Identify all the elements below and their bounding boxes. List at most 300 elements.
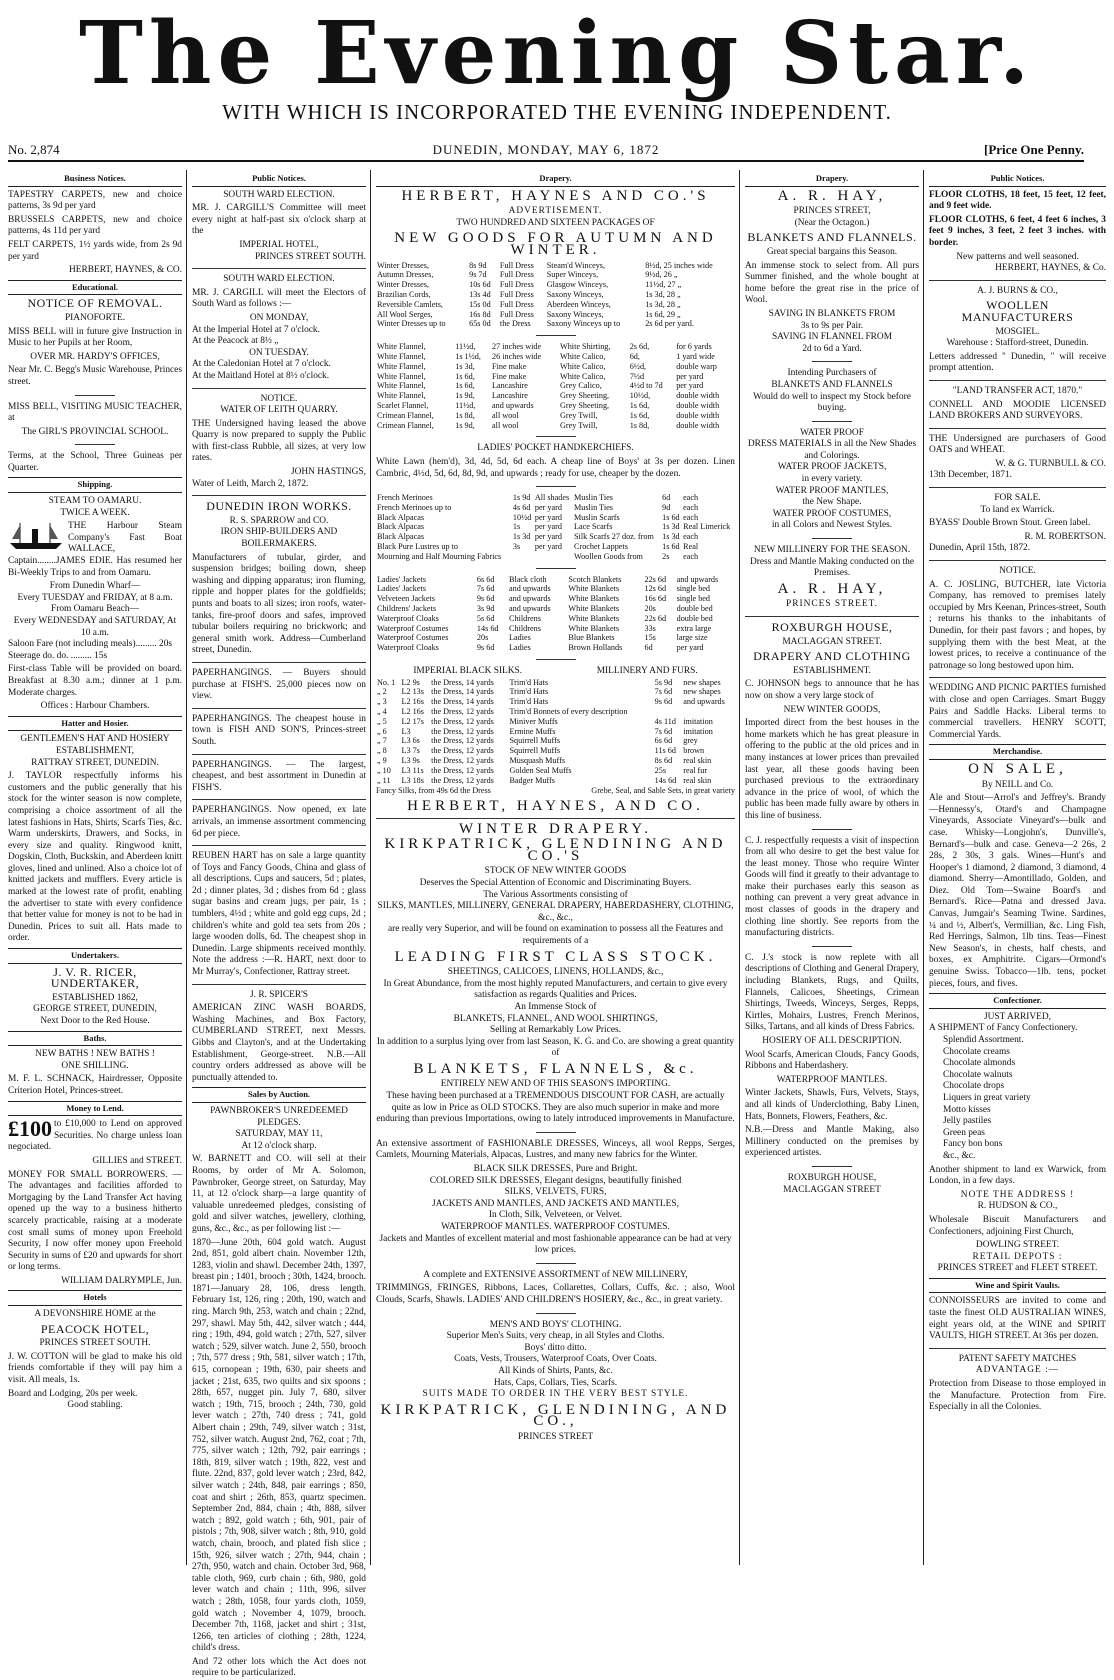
- table-cell: Lace Scarfs: [574, 522, 613, 532]
- ad-headline: HERBERT, HAYNES, AND CO.: [407, 798, 704, 814]
- separator: [812, 421, 852, 422]
- table-cell: 1s 3d: [662, 522, 680, 532]
- separator: [812, 538, 852, 539]
- table-cell: White Calico,: [559, 371, 606, 381]
- list-item: Chocolate almonds: [943, 1058, 1016, 1069]
- separator: [929, 380, 1106, 381]
- ad-text: Saloon Fare (not including meals)......... 20s: [8, 639, 173, 650]
- table-row: [376, 766, 735, 776]
- ad-text: Grebe, Seal, and Sable Sets, in great variety: [591, 786, 735, 796]
- table-cell: 1s 1½d,: [455, 351, 481, 361]
- table-cell: imitation: [683, 726, 713, 736]
- section-heading: Hatter and Hosier.: [8, 716, 182, 732]
- table-cell: 4s 11d: [654, 716, 676, 726]
- table-cell: Fine make: [492, 361, 527, 371]
- ad-subheadline: A SHIPMENT of Fancy Confectionery.: [929, 1023, 1078, 1034]
- table-cell: L3: [401, 726, 411, 736]
- table-cell: 2s 6d,: [629, 342, 650, 352]
- money-amount: £100: [8, 1116, 52, 1142]
- ad-signature: HERBERT, HAYNES, & Co.: [995, 263, 1106, 274]
- table-cell: 16s 8d: [469, 309, 491, 319]
- ad-subheadline: LADIES' POCKET HANDKERCHIEFS.: [477, 443, 634, 454]
- list-item: &c., &c.: [943, 1150, 976, 1161]
- table-cell: White Flannel,: [377, 342, 426, 352]
- table-cell: the Dress, 14 yards: [431, 687, 494, 697]
- table-cell: real skin: [683, 756, 712, 766]
- table-cell: Squirrell Muffs: [509, 746, 561, 756]
- table-cell: White Blankets: [568, 594, 620, 604]
- table-row: [376, 575, 735, 585]
- table-cell: double bed: [676, 604, 713, 614]
- ad-headline: FOR SALE.: [994, 493, 1041, 504]
- ad-text: Every TUESDAY and FRIDAY, at 8 a.m.: [17, 592, 173, 603]
- table-row: [376, 372, 735, 382]
- table-cell: White Blankets: [568, 623, 620, 633]
- ad-text: Intending Purchasers of: [787, 368, 877, 379]
- ad-text: FLOOR CLOTHS, 6 feet, 4 feet 6 inches, 3 feet 9 inches, 3 feet, 2 feet 3 inches. with border.: [929, 214, 1106, 248]
- list-item: Green peas: [943, 1127, 985, 1138]
- table-cell: Real: [683, 542, 699, 552]
- table-cell: „ 9: [377, 756, 387, 766]
- ad-headline: A. R. HAY,: [777, 580, 887, 597]
- table-cell: new shapes: [683, 677, 721, 687]
- table-cell: [534, 552, 573, 562]
- ad-text: in all Colors and Newest Styles.: [771, 520, 893, 531]
- ad-subheadline: WATER PROOF COSTUMES,: [772, 508, 892, 519]
- table-cell: 1s 3d: [662, 532, 680, 542]
- table-cell: new shapes: [683, 687, 721, 697]
- table-cell: 10½d: [512, 512, 532, 522]
- table-cell: 20s: [644, 604, 656, 614]
- table-row: [376, 280, 735, 290]
- ad-text: Fancy Silks, from 49s 6d the Dress: [376, 786, 491, 796]
- table-cell: 1s: [512, 522, 521, 532]
- table-cell: 20s: [476, 633, 489, 643]
- table-cell: Steam'd Winceys,: [546, 260, 606, 270]
- table-cell: All Wool Serges,: [377, 309, 433, 319]
- table-cell: the Dress, 12 yards: [431, 716, 494, 726]
- ad-headline: ON SALE,: [968, 760, 1067, 777]
- table-cell: 8s 6d: [654, 756, 673, 766]
- ad-headline: J. V. R. RICER, UNDERTAKER,: [50, 964, 140, 991]
- table-cell: 13s 4d: [469, 289, 491, 299]
- ad-text: MR. J. CARGILL'S Committee will meet every night at half-past six o'clock sharp at the: [192, 203, 366, 237]
- ad-text: TRIMMINGS, FRINGES, Ribbons, Laces, Collarettes, Collars, Cuffs, &c. ; also, Wool Clouds, Scarfs, Shawls. LADIES' AND CHILDREN'S HOSIERY, &c., &c., in great variety.: [376, 1283, 735, 1305]
- table-cell: Full Dress: [499, 270, 534, 280]
- ad-text: Letters addressed " Dunedin, " will receive prompt attention.: [929, 351, 1106, 374]
- table-row: [376, 532, 735, 542]
- table-row: [376, 717, 735, 727]
- table-row: [376, 736, 735, 746]
- table-footer: [376, 785, 735, 797]
- table-cell: the Dress, 12 yards: [431, 765, 494, 775]
- ad-text: At the Imperial Hotel at 7 o'clock.: [192, 324, 320, 335]
- table-cell: 9s 6d: [476, 643, 495, 653]
- ad-text: 2d to 6d a Yard.: [802, 343, 862, 354]
- ad-headline: STEAM TO OAMARU.: [48, 496, 142, 507]
- table-cell: large size: [676, 633, 708, 643]
- table-cell: 1s 3d,: [455, 361, 475, 371]
- table-cell: L3 18s: [401, 775, 424, 785]
- ad-subheadline: BLANKETS, FLANNEL, AND WOOL SHIRTINGS,: [453, 1013, 658, 1024]
- newspaper-subtitle: WITH WHICH IS INCORPORATED THE EVENING INDEPENDENT.: [222, 100, 892, 124]
- ad-text: 13th December, 1871.: [929, 470, 1012, 481]
- ad-text: Manufacturers of tubular, girder, and suspension bridges; boiling down, sheep washing and dipping apparatus; iron fluming, ripple and hopper plates for the goldfields; punts and boats to all sizes; iron roofs, water-tanks, fire-proof doors and safes, improved tubular boilers requiring no brickwork; and general smith work. Address—Cumberland street, Dunedin.: [192, 552, 366, 656]
- column-rule: [186, 170, 187, 1565]
- table-cell: Waterproof Costumes: [377, 623, 449, 633]
- table-cell: per yard: [534, 512, 562, 522]
- ad-headline: NOTICE OF REMOVAL.: [27, 296, 163, 311]
- ad-subheadline: OVER MR. HARDY'S OFFICES,: [30, 351, 160, 362]
- ad-text: IRON SHIP-BUILDERS AND BOILERMAKERS.: [220, 527, 338, 550]
- table-cell: Full Dress: [499, 260, 534, 270]
- ad-headline: LEADING FIRST CLASS STOCK.: [394, 948, 717, 965]
- table-cell: 2s: [662, 551, 670, 561]
- ad-text: Ale and Stout—Arrol's and Jeffrey's. Brandy—Hennessy's, Otard's and Champagne Vineyards, Associate Vineyard's—bulk and case. Whisky—Longjohn's, Dunville's, Bernard's—bulk and case. Geneva—2 26s, 2 28s, 2 30s, 3 gals. Wines—Hunt's and Hooper's 1 diamond, 2 diamond, 3 diamond, 4 diamond. Sherry—Amontillado, Golden, and Diez. Old Tom—Swaine Board's and Bernard's. Rice—Patna and dressed Java. Canvas, Jumgair's Seaming Twine. Sardines, ¼ and ½, Albert's, Vermillian, &c. Ling Fish, Red Herrings, Salmon, 1lb tins. Teas—Finest New Season's, in chests, half chests, and boxes, ex Amphitrite. Cigars—Ormond's genuine Swiss. Tobacco—1lb. tens, pocket pieces, fours, and fives.: [929, 793, 1106, 989]
- table-cell: 9s 6d: [476, 594, 495, 604]
- separator: [929, 560, 1106, 561]
- table-cell: 12s 6d: [644, 584, 667, 594]
- dateline-bar: [8, 140, 1084, 162]
- table-cell: per yard: [534, 502, 562, 512]
- ad-text: COLORED SILK DRESSES, Elegant designs, beautifully finished: [429, 1175, 682, 1186]
- ad-text: TWO HUNDRED AND SIXTEEN PACKAGES OF: [456, 217, 655, 228]
- ad-text: White Lawn (hem'd), 3d, 4d, 5d, 6d each. A cheap line of Boys' at 3s per dozen. Linen Cambric, 4½d, 5d, 6d, 8d, 9d, and upwards ; ready for use, cheaper by the dozen.: [376, 456, 735, 479]
- ad-text: N.B.—Dress and Mantle Making, also Millinery conducted on the premises by experienced artistes.: [745, 1125, 919, 1159]
- table-cell: L2 16s: [401, 697, 424, 707]
- table-cell: L3 9s: [401, 756, 420, 766]
- ad-text: Water of Leith, March 2, 1872.: [192, 478, 309, 489]
- separator: [745, 616, 919, 617]
- table-cell: Trim'd Bonnets of every description: [509, 707, 628, 717]
- ad-text: New patterns and well seasoned.: [956, 251, 1079, 262]
- section-heading: Money to Lend.: [8, 1101, 182, 1117]
- ad-text: REUBEN HART has on sale a large quantity of Toys and Fancy Goods, China and glass of all descriptions. Cups and saucers, 5d ; plates, 2d ; dinner plates, 3d ; dishes from 6d ; glass sugar basins and cream jugs, per pair, 1s ; tumblers, 4½d ; white and gold egg cups, 2d ; children's white and gold tea sets from 20s ; large wooden dolls, 6d. The cheapest shop in Dunedin. Large shipments received monthly. Note the address :—R. HART, next door to Mr Murray's, Confectioner, Rattray street.: [192, 851, 366, 978]
- separator: [536, 1132, 576, 1133]
- ad-text: SUITS MADE TO ORDER IN THE VERY BEST STYLE.: [422, 1389, 689, 1400]
- table-cell: Childrens' Jackets: [377, 604, 437, 614]
- separator: [812, 829, 852, 830]
- ad-text: JACKETS AND MANTLES, AND JACKETS AND MANTLES,: [432, 1198, 679, 1209]
- table-cell: 6s 6d: [476, 574, 495, 584]
- table-cell: 27 inches wide: [492, 342, 542, 352]
- table-cell: 9½d, 26 „: [645, 270, 678, 280]
- table-row: [376, 270, 735, 280]
- table-cell: White Calico,: [559, 361, 606, 371]
- ad-headline: NEW GOODS FOR AUTUMN AND WINTER.: [394, 230, 717, 258]
- ad-text: MONEY FOR SMALL BORROWERS. —The advantages and facilities afforded to Mortgaging by the Land Transfer Act having opened up the way to a business hitherto scarcely practicable, raising at a moderate cost small sums of money upon Freehold Security, I now offer money upon Freehold Security in sums of £20 and upwards for short or long terms.: [8, 1169, 182, 1273]
- ad-text: BRUSSELS CARPETS, new and choice patterns, 4s 11d per yard: [8, 214, 182, 237]
- ad-headline: BLANKETS, FLANNELS, &c.: [413, 1060, 698, 1077]
- price-table: [376, 493, 735, 562]
- ad-text: Boys' ditto ditto.: [524, 1342, 587, 1353]
- column-5: [925, 170, 1110, 1565]
- table-cell: Badger Muffs: [509, 775, 555, 785]
- separator: [192, 662, 366, 663]
- table-cell: the Dress, 12 yards: [431, 775, 494, 785]
- ad-text: PAPERHANGINGS. Now opened, ex late arrivals, an immense assortment commencing 6d per piece.: [192, 805, 366, 839]
- ad-headline: "LAND TRANSFER ACT, 1870.": [952, 385, 1083, 396]
- table-row: [376, 513, 735, 523]
- table-cell: French Merinoes up to: [377, 502, 452, 512]
- table-cell: 3s 9d: [476, 604, 495, 614]
- table-cell: Grey Sheeting,: [559, 391, 610, 401]
- ad-subheadline: WATER PROOF MANTLES,: [775, 485, 889, 496]
- issue-number: No. 2,874: [8, 142, 60, 157]
- ad-headline: KIRKPATRICK, GLENDINING AND CO.'S: [384, 836, 727, 864]
- table-cell: 1s 8d,: [455, 410, 475, 420]
- table-cell: 6d: [662, 493, 671, 503]
- table-row: [376, 522, 735, 532]
- ad-text: C. JOHNSON begs to announce that he has now on show a very large stock of: [745, 679, 919, 701]
- table-cell: for 6 yards: [676, 342, 712, 352]
- ad-text: ADVANTAGE :—: [975, 1365, 1060, 1376]
- separator: [929, 487, 1106, 488]
- table-cell: 1s 9d,: [455, 420, 475, 430]
- table-cell: 16s 6d: [644, 594, 667, 604]
- ad-subheadline: ONE SHILLING.: [61, 1060, 129, 1071]
- table-cell: [512, 552, 534, 562]
- ad-subheadline: BLANKETS AND FLANNELS: [771, 379, 893, 390]
- ad-subheadline: MEN'S AND BOYS' CLOTHING.: [489, 1319, 622, 1330]
- table-cell: Velveteen Jackets: [377, 594, 435, 604]
- ad-subheadline: MACLAGGAN STREET: [783, 1184, 881, 1195]
- table-cell: Waterproof Cloaks: [377, 613, 439, 623]
- table-cell: 4s 6d: [512, 502, 531, 512]
- ad-text: First-class Table will be provided on board. Breakfast at 8.30 a.m.; dinner at 1 p.m. Moderate charges.: [8, 664, 182, 698]
- ad-text: TAPESTRY CARPETS, new and choice patterns, 3s 9d per yard: [8, 189, 182, 212]
- ad-subheadline: WATER OF LEITH QUARRY.: [220, 405, 338, 416]
- ad-subheadline: SATURDAY, MAY 11,: [235, 1129, 323, 1140]
- ad-text: Near Mr. C. Begg's Music Warehouse, Princes street.: [8, 365, 182, 387]
- ad-text: MR. J. CARGILL will meet the Electors of South Ward as follows :—: [192, 287, 366, 310]
- table-cell: Waterproof Cloaks: [377, 643, 439, 653]
- separator: [812, 1166, 852, 1167]
- table-cell: Grey Twill,: [559, 420, 598, 430]
- table-cell: Miniver Muffs: [509, 716, 558, 726]
- table-cell: double width: [676, 391, 720, 401]
- table-cell: 7s 6d: [654, 726, 673, 736]
- table-cell: Saxony Winceys,: [546, 289, 604, 299]
- section-heading: Shipping.: [8, 477, 182, 493]
- table-cell: 33s: [644, 623, 656, 633]
- ad-text: M. F. L. SCHNACK, Hairdresser, Opposite Criterion Hotel, Princes-street.: [8, 1074, 182, 1096]
- table-cell: 5s 6d: [476, 613, 495, 623]
- ad-headline: SOUTH WARD ELECTION.: [223, 189, 335, 200]
- ad-headline: KIRKPATRICK, GLENDINING, AND CO.,: [380, 1401, 731, 1430]
- ad-subheadline: NEW MILLINERY FOR THE SEASON.: [753, 545, 911, 556]
- table-cell: Crochet Lappets: [574, 542, 628, 552]
- list-item: Chocolate creams: [943, 1046, 1010, 1057]
- table-cell: Glasgow Winceys,: [546, 280, 609, 290]
- table-row: [376, 493, 735, 503]
- table-cell: Full Dress: [499, 309, 534, 319]
- table-cell: „ 3: [377, 697, 387, 707]
- table-cell: 1s 6d,: [629, 400, 650, 410]
- table-cell: 7s 6d: [476, 584, 495, 594]
- table-cell: Black Alpacas: [377, 522, 425, 532]
- table-cell: 8½d, 25 inches wide: [645, 260, 713, 270]
- ad-text: PAPERHANGINGS. — The largest, cheapest, and best assortment in Dunedin at FISH'S.: [192, 759, 366, 793]
- ad-subheadline: By NEILL and Co.: [981, 779, 1054, 790]
- table-cell: Grey Sheeting,: [559, 400, 610, 410]
- table-cell: 25s: [654, 765, 667, 775]
- table-row: [376, 678, 735, 688]
- table-cell: each: [683, 551, 699, 561]
- section-heading: Drapery.: [745, 173, 919, 187]
- ad-text: Offices : Harbour Chambers.: [40, 701, 150, 712]
- table-cell: L2 9s: [401, 677, 420, 687]
- ad-headline: DUNEDIN IRON WORKS.: [206, 499, 352, 514]
- ad-subheadline: WATER PROOF: [800, 427, 864, 438]
- table-cell: 22s 6d: [644, 613, 667, 623]
- table-cell: real skin: [683, 775, 712, 785]
- section-heading: Business Notices.: [8, 173, 182, 187]
- ad-text: WATERPROOF MANTLES. WATERPROOF COSTUMES.: [441, 1222, 670, 1232]
- table-cell: „ 7: [377, 736, 387, 746]
- table-cell: Winter Dresses up to: [377, 319, 446, 329]
- table-cell: Crimean Flannel,: [377, 420, 434, 430]
- ad-text: Imported direct from the best houses in the home markets which he has great pleasure in offering to the public at the old prices and in many instances at lower prices than prevailed last year, all these goods having been purchased previous to the extraordinary advance in the price of wool, of which the public has been made fully aware by others in this line of business.: [745, 718, 919, 821]
- column-rule: [923, 170, 924, 1565]
- ad-text: From Dunedin Wharf—: [49, 581, 141, 592]
- table-cell: and upwards: [492, 400, 534, 410]
- table-cell: Full Dress: [499, 280, 534, 290]
- ad-signature: HERBERT, HAYNES, & CO.: [69, 265, 182, 276]
- table-cell: French Merinoes: [377, 493, 433, 503]
- table-row: [376, 391, 735, 401]
- table-cell: White Blankets: [568, 613, 620, 623]
- table-cell: per yard: [534, 542, 562, 552]
- list-item: Motto kisses: [943, 1104, 991, 1115]
- table-cell: double warp: [676, 361, 717, 371]
- ad-text: NOTE THE ADDRESS !: [960, 1189, 1075, 1200]
- ad-headline: GENTLEMEN'S HAT AND HOSIERY ESTABLISHMENT,: [20, 734, 170, 756]
- ad-text: J. W. COTTON will be glad to make his old friends comfortable if they will pay him a visit. All meals, 1s.: [8, 1351, 182, 1386]
- table-row: [376, 411, 735, 421]
- list-item: Liquers in great variety: [943, 1092, 1031, 1103]
- ad-subheadline: MACLAGGAN STREET.: [782, 636, 882, 647]
- ad-text: The Various Assortments consisting of: [483, 889, 628, 900]
- table-cell: L3 11s: [401, 765, 424, 775]
- ad-text: FELT CARPETS, 1½ yards wide, from 2s 9d per yard: [8, 239, 182, 262]
- section-heading: Public Notices.: [929, 173, 1106, 187]
- table-cell: L3 7s: [401, 746, 420, 756]
- ad-text: [8, 1116, 182, 1154]
- separator: [376, 818, 735, 819]
- separator: [536, 568, 576, 569]
- separator: [929, 428, 1106, 429]
- table-row: [376, 261, 735, 271]
- ad-text: are really very Superior, and will be found on examination to possess all the Features and requirements of a: [388, 924, 723, 946]
- table-cell: L2 17s: [401, 716, 424, 726]
- table-cell: 6s 6d: [654, 736, 673, 746]
- separator: [192, 268, 366, 269]
- ad-text: PAPERHANGINGS. — Buyers should purchase at FISH'S. 25,000 pieces now on view.: [192, 667, 366, 702]
- ad-headline: A. R. HAY,: [777, 187, 887, 204]
- ad-headline: R. HUDSON & CO.,: [977, 1201, 1058, 1212]
- table-cell: 22s 6d: [644, 574, 667, 584]
- ad-text: Warehouse : Stafford-street, Dunedin.: [946, 338, 1089, 349]
- table-cell: the Dress, 12 yards: [431, 746, 494, 756]
- ad-text: Another shipment to land ex Warwick, from London, in a few days.: [929, 1164, 1106, 1187]
- table-cell: 1s 6d,: [455, 381, 475, 391]
- ad-text: THE Undersigned are purchasers of Good OATS and WHEAT.: [929, 433, 1106, 456]
- issue-date: DUNEDIN, MONDAY, MAY 6, 1872: [432, 142, 660, 157]
- ad-headline: NOTICE.: [999, 566, 1036, 577]
- table-cell: the Dress: [499, 319, 531, 329]
- price-table: [376, 678, 735, 786]
- table-cell: 1s 3d: [512, 532, 531, 542]
- table-cell: Fine make: [492, 371, 527, 381]
- separator: [536, 1263, 576, 1264]
- ad-text: Protection from Disease to those employed in the Manufacture. Protection from Fire. Especially in all the Colonies.: [929, 1379, 1106, 1413]
- ad-text: 1870—June 20th, 604 gold watch. August 2nd, 851, gold albert chain. November 12th, 1283, violin and shawl. December 24th, 1397, breast pin ; 1401, brooch ; 30th, 1424, brooch. 1871—January 28, 106, dress length. February 1st, 126, ring ; 20th, 190, watch and ring. March 9th, 253, watch and chain ; 22nd, 297, shawl. May 5th, 442, silver watch ; 444, ring ; 19th, 494, gold watch ; 27th, 527, silver watch ; 529, silver watch. June 2, 550, brooch ; 7th, 577 dress ; 9th, 581, silver watch ; 17th, 615, cornopean ; 19th, 630, pair sheets and jacket ; 21st, 635, two quilts and six spoons ; 28th, 657, nugget pin. July 7, 680, silver watch ; 19th, 715, brooch ; 24th, 730, gold lever watch ; 27th, 740 dress ; 741, gold Albert chain ; 29th, 749, silver watch ; 31st, 752, silver watch. August 2nd, 762, coat ; 7th, 775, silver watch ; 12th, 792, pair earrings ; 18th, 819, silver watch ; 19th, 822, vest and flute. 22nd, 837, gold lever watch ; 23rd, 842, silver watch ; 24th, 848, pair earrings ; 850, coat and shirt ; 26th, 853, quartz specimen. September 2nd, 884, chain ; 4th, 888, silver watch ; 892, gold watch ; 6th, 901, pair of pistols ; 7th, 908, silver watch ; 8th, 910, gold watch, chain, brooch, and plated fish slice ; 15th, 926, silver watch ; 27th, 944, chain ; 27th, 950, watch and chain. October 3rd, 968, table cloth, 969, curb chain ; 6th, 980, gold lever watch and chain ; 11th, 996, silver watch ; 28th, 1058, four yards cloth, 1059, gold watch ; November 4, 1079, brooch. December 7th, 1168, jacket and shirt ; 31st, 1266, ten articles of clothing ; 28th, 1224, child's dress.: [192, 1237, 366, 1654]
- ad-subheadline: MOSGIEL.: [995, 326, 1040, 337]
- column-2: [188, 170, 370, 1679]
- table-cell: Muslin Ties: [574, 502, 613, 512]
- table-cell: Ladies: [509, 633, 531, 643]
- ad-text: A. C. JOSLING, BUTCHER, late Victoria Company, has removed to premises lately occupied by Mrs Keenan, Princes-street, South ; returns his thanks to the inhabitants of Dunedin, for their past favors ; and hopes, by supplying them with the best Meat, at the lowest prices, to receive a continuance of the patronage so long bestowed upon him.: [929, 579, 1106, 671]
- table-cell: 10s 6d: [469, 280, 491, 290]
- ad-headline: WINTER DRAPERY.: [458, 820, 653, 837]
- ad-text: Deserves the Special Attention of Economic and Discriminating Buyers.: [419, 877, 692, 888]
- ad-signature: W. & G. TURNBULL & CO.: [995, 458, 1106, 469]
- table-cell: Full Dress: [499, 299, 534, 309]
- ad-subheadline: SHEETINGS, CALICOES, LINENS, HOLLANDS, &c.,: [447, 967, 664, 978]
- ad-headline: BLANKETS AND FLANNELS.: [747, 230, 917, 245]
- ad-headline: JUST ARRIVED,: [983, 1011, 1052, 1022]
- table-cell: Childrens: [509, 623, 541, 633]
- table-cell: 15s: [644, 633, 656, 643]
- ad-headline: WOOLLEN MANUFACTURERS: [961, 298, 1074, 324]
- table-cell: brown: [683, 746, 705, 756]
- ad-text: Dunedin, April 15th, 1872.: [929, 543, 1031, 554]
- ad-text: Every WEDNESDAY and SATURDAY, At 10 a.m.: [13, 616, 177, 638]
- table-cell: 1s 6d: [662, 542, 680, 552]
- table-row: [376, 401, 735, 411]
- table-cell: 11s 6d: [654, 746, 676, 756]
- table-cell: 7½d: [629, 371, 645, 381]
- table-row: [376, 300, 735, 310]
- table-cell: L2 13s: [401, 687, 424, 697]
- money-text: to £10,000 to Lend on approved Securities. No charge unless loan negociated.: [8, 1119, 182, 1153]
- table-cell: Autumn Dresses,: [377, 270, 434, 280]
- column-1: [4, 170, 186, 1565]
- ad-subheadline: TWICE A WEEK.: [60, 507, 130, 518]
- ad-subheadline: ENTIRELY NEW AND OF THIS SEASON'S IMPORTING.: [440, 1079, 671, 1090]
- table-cell: Aberdeen Winceys,: [546, 299, 611, 309]
- ad-text: C. J.'s stock is now replete with all descriptions of Clothing and General Drapery, including Blankets, Rugs, and Quilts, Flannels, Calicoes, Sheetings, Crimean Shirtings, Tweeds, Winceys, Serges, Repps, Kirtles, Mohairs, Lustres, French Merinos, Silks, Tartans, and all kinds of Dress Fabrics.: [745, 952, 919, 1033]
- table-cell: 9d: [662, 502, 671, 512]
- separator: [536, 335, 576, 336]
- table-cell: Squirrell Muffs: [509, 736, 561, 746]
- table-cell: all wool: [492, 410, 519, 420]
- ad-text: Terms, at the School, Three Guineas per Quarter.: [8, 451, 182, 473]
- table-cell: Ladies: [509, 643, 531, 653]
- ad-subheadline: ADVERTISEMENT.: [508, 206, 603, 217]
- ad-text: W. BARNETT and CO. will sell at their Rooms, by order of Mr A. Solomon, Pawnbroker, George street, on Saturday, May 11, at 12 o'clock sharp—a large quantity of valuable unredeemed pledges, consisting of gold and silver watches, jewellery, clothing, guns, &c., &c., as per following list :—: [192, 1154, 366, 1234]
- table-cell: White Calico,: [559, 351, 606, 361]
- table-row: [376, 421, 735, 431]
- ad-text: Steerage do. do. ......... 15s: [8, 650, 108, 661]
- ad-text: MISS BELL, VISITING MUSIC TEACHER, at: [8, 401, 182, 424]
- table-cell: double bed: [676, 613, 713, 623]
- table-row: [376, 542, 735, 552]
- table-row: [376, 552, 735, 562]
- table-row: [376, 707, 735, 717]
- table-cell: the Dress, 12 yards: [431, 756, 494, 766]
